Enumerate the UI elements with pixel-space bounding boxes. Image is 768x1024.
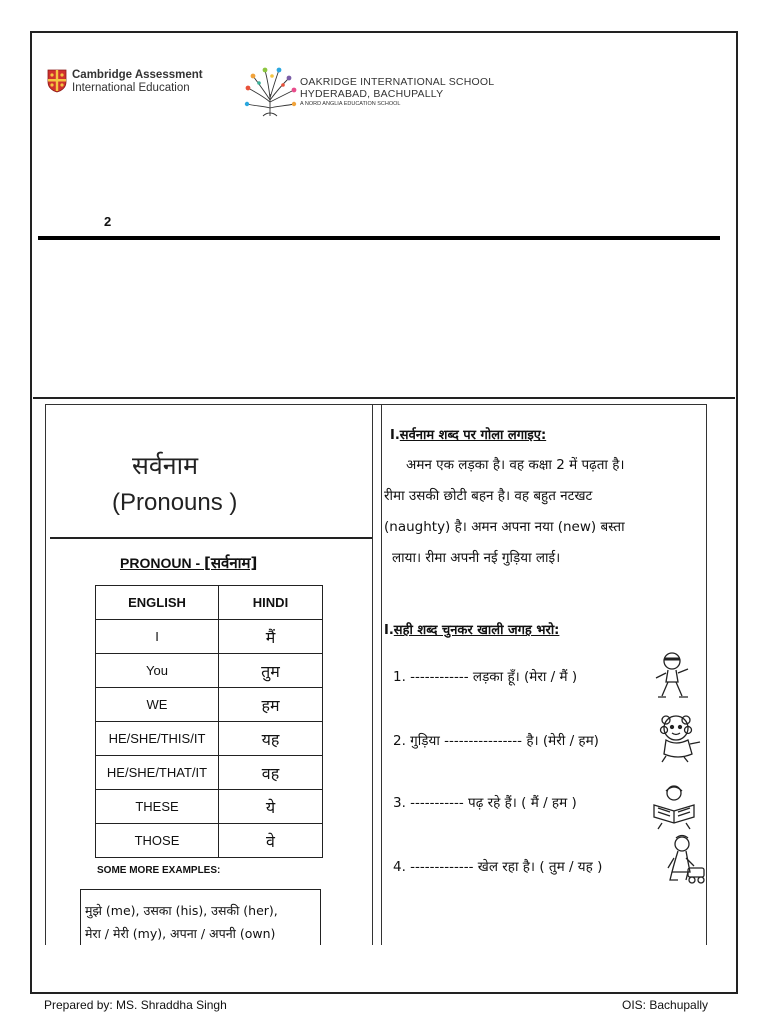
cambridge-shield-icon bbox=[47, 69, 67, 93]
question-2: 2. गुड़िया ---------------- है। (मेरी / हम) bbox=[393, 733, 599, 749]
table-cell-hindi: वह bbox=[219, 756, 323, 790]
grade-number: 2 bbox=[104, 214, 112, 229]
table-cell-english: You bbox=[96, 654, 219, 688]
pronoun-heading-hindi: [सर्वनाम] bbox=[204, 554, 258, 572]
school-tagline: A NORD ANGLIA EDUCATION SCHOOL bbox=[300, 101, 401, 107]
paragraph-line: अमन एक लड़का है। वह कक्षा 2 में पढ़ता है। bbox=[406, 457, 625, 473]
footer-prepared-by: Prepared by: MS. Shraddha Singh bbox=[44, 998, 227, 1012]
column-divider-inner bbox=[381, 404, 382, 945]
paragraph-line: लाया। रीमा अपनी नई गुड़िया लाई। bbox=[392, 550, 561, 566]
worksheet-inner-top-border bbox=[45, 404, 707, 405]
table-cell-hindi: वे bbox=[219, 824, 323, 858]
examples-box bbox=[80, 889, 321, 945]
section2-heading: सही शब्द चुनकर खाली जगह भरो: bbox=[393, 623, 560, 638]
header-divider bbox=[38, 236, 720, 240]
cambridge-line1: Cambridge Assessment bbox=[72, 69, 203, 81]
table-header-row bbox=[96, 586, 323, 620]
column-divider bbox=[372, 404, 373, 945]
title-divider bbox=[50, 537, 372, 539]
title-english: (Pronouns ) bbox=[112, 489, 238, 516]
cambridge-logo bbox=[47, 69, 203, 95]
oakridge-tree-icon bbox=[243, 66, 298, 118]
table-cell-english: HE/SHE/THAT/IT bbox=[96, 756, 219, 790]
pronoun-heading-prefix: PRONOUN - bbox=[120, 555, 204, 571]
table-cell-hindi: ये bbox=[219, 790, 323, 824]
table-row bbox=[96, 756, 323, 790]
table-row bbox=[96, 654, 323, 688]
question-4: 4. ------------- खेल रहा है। ( तुम / यह ) bbox=[393, 859, 603, 875]
examples-line-1: मुझे (me), उसका (his), उसकी (her), bbox=[85, 903, 278, 918]
table-header-english: ENGLISH bbox=[96, 586, 219, 620]
oakridge-logo bbox=[243, 66, 494, 118]
section2-prefix: I. bbox=[384, 623, 394, 638]
doll-clipart-icon bbox=[654, 712, 710, 764]
more-examples-label: SOME MORE EXAMPLES: bbox=[97, 865, 221, 876]
table-row bbox=[96, 620, 323, 654]
pronoun-heading bbox=[120, 553, 257, 573]
table-row bbox=[96, 824, 323, 858]
paragraph-line: रीमा उसकी छोटी बहन है। वह बहुत नटखट bbox=[384, 488, 593, 504]
playing-kid-clipart-icon bbox=[660, 834, 716, 886]
paragraph bbox=[384, 450, 625, 574]
table-cell-english: WE bbox=[96, 688, 219, 722]
table-row bbox=[96, 722, 323, 756]
table-row bbox=[96, 688, 323, 722]
table-cell-english: I bbox=[96, 620, 219, 654]
pronoun-table bbox=[95, 585, 323, 858]
table-row bbox=[96, 790, 323, 824]
table-cell-hindi: यह bbox=[219, 722, 323, 756]
title-hindi: सर्वनाम bbox=[132, 451, 199, 480]
cambridge-line2: International Education bbox=[72, 82, 190, 94]
section2-title bbox=[384, 620, 559, 638]
table-cell-hindi: मैं bbox=[219, 620, 323, 654]
paragraph-line: (naughty) है। अमन अपना नया (new) बस्ता bbox=[384, 519, 625, 535]
table-header-hindi: HINDI bbox=[219, 586, 323, 620]
section1-heading: सर्वनाम शब्द पर गोला लगाइए: bbox=[399, 428, 547, 443]
worksheet-left-border bbox=[45, 404, 46, 945]
table-cell-english: THESE bbox=[96, 790, 219, 824]
question-3: 3. ----------- पढ़ रहे हैं। ( मैं / हम ) bbox=[393, 795, 577, 811]
footer-location: OIS: Bachupally bbox=[622, 998, 709, 1012]
table-cell-hindi: हम bbox=[219, 688, 323, 722]
school-location: HYDERABAD, BACHUPALLY bbox=[300, 88, 444, 100]
boy-clipart-icon bbox=[644, 650, 700, 702]
table-cell-english: THOSE bbox=[96, 824, 219, 858]
section1-prefix: I. bbox=[390, 428, 400, 443]
table-cell-hindi: तुम bbox=[219, 654, 323, 688]
section1-title bbox=[390, 425, 546, 443]
reading-kid-clipart-icon bbox=[646, 781, 702, 833]
question-1: 1. ------------ लड़का हूँ। (मेरा / मैं ) bbox=[393, 669, 578, 685]
school-name: OAKRIDGE INTERNATIONAL SCHOOL bbox=[300, 76, 495, 88]
examples-line-2: मेरा / मेरी (my), अपना / अपनी (own) bbox=[85, 926, 276, 941]
table-cell-english: HE/SHE/THIS/IT bbox=[96, 722, 219, 756]
